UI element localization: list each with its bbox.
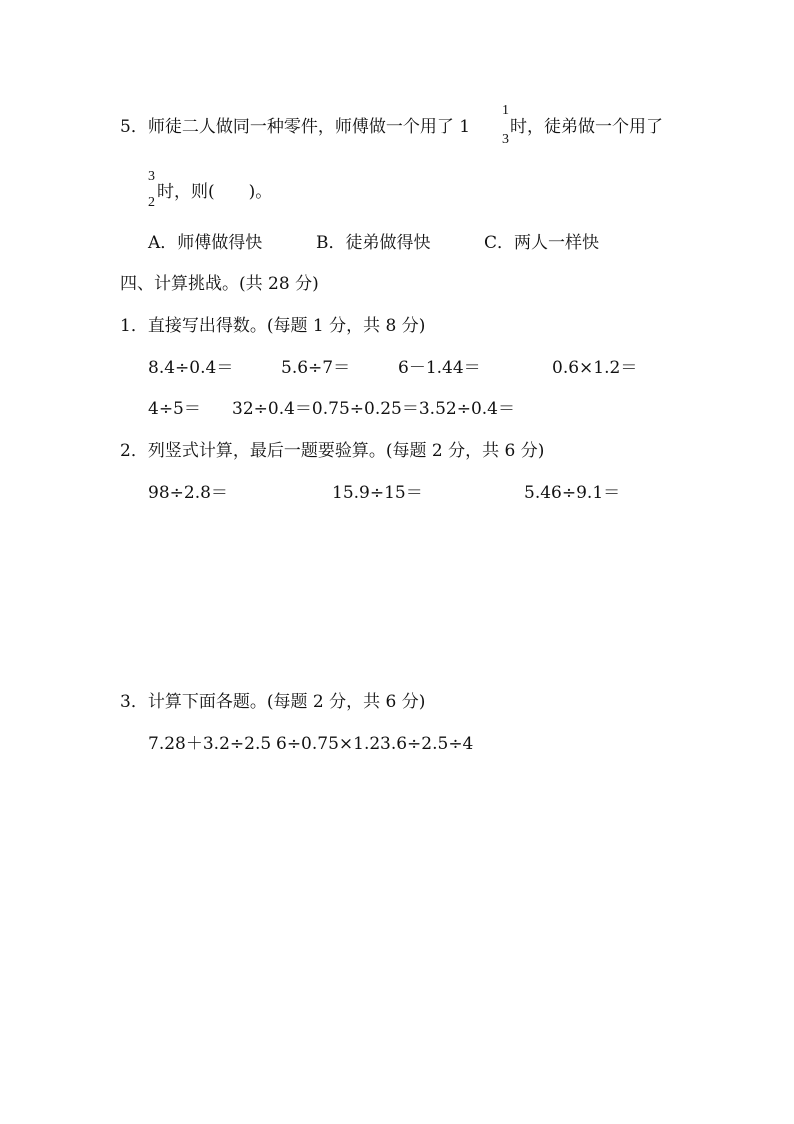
- part3-item: 3.6÷2.5÷4: [380, 734, 474, 754]
- q5-stem-line2: 时，则( )。: [157, 182, 273, 202]
- part2-item: 98÷2.8＝: [148, 483, 228, 503]
- q5-stem-line1-end: 时，徒弟做一个用了: [510, 117, 663, 137]
- q5-fraction2-denominator: 2: [148, 195, 155, 210]
- part2-item: 15.9÷15＝: [332, 483, 423, 503]
- part1-title: 1．直接写出得数。(每题 1 分，共 8 分): [120, 316, 426, 336]
- part1-item: 6－1.44＝: [398, 358, 481, 378]
- q5-stem-line1: 5．师徒二人做同一种零件，师傅做一个用了 1: [120, 117, 471, 137]
- q5-option-b: B．徒弟做得快: [316, 233, 431, 253]
- part1-item: 0.6×1.2＝: [552, 358, 638, 378]
- part3-title: 3．计算下面各题。(每题 2 分，共 6 分): [120, 692, 426, 712]
- section-title: 四、计算挑战。(共 28 分): [120, 274, 319, 294]
- part3-item: 7.28＋3.2÷2.5: [148, 734, 272, 754]
- part1-item: 5.6÷7＝: [281, 358, 351, 378]
- q5-option-a: A．师傅做得快: [148, 233, 263, 253]
- part2-title: 2．列竖式计算，最后一题要验算。(每题 2 分，共 6 分): [120, 441, 545, 461]
- q5-fraction1-numerator: 1: [502, 103, 509, 118]
- q5-fraction1-denominator: 3: [502, 132, 509, 147]
- part1-item: 4÷5＝: [148, 399, 201, 419]
- part1-item: 32÷0.4＝0.75÷0.25＝3.52÷0.4＝: [232, 399, 515, 419]
- part3-item: 6÷0.75×1.2: [276, 734, 381, 754]
- part1-item: 8.4÷0.4＝: [148, 358, 234, 378]
- q5-option-c: C．两人一样快: [484, 233, 600, 253]
- q5-fraction2-numerator: 3: [148, 169, 155, 184]
- part2-item: 5.46÷9.1＝: [524, 483, 621, 503]
